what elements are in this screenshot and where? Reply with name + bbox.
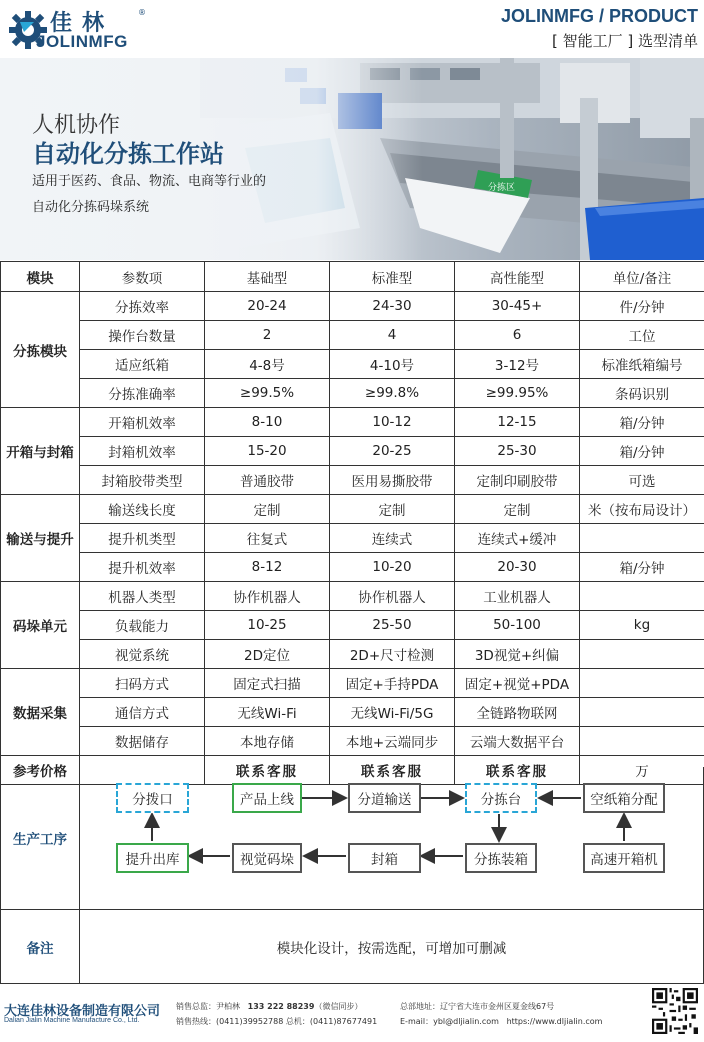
registered-mark: ® <box>138 8 146 17</box>
table-row <box>1 640 704 669</box>
param-cell: 数据储存 <box>80 727 205 756</box>
unit-cell: kg <box>580 611 704 640</box>
value-cell: 20-25 <box>330 437 455 466</box>
param-cell: 通信方式 <box>80 698 205 727</box>
unit-cell: 件/分钟 <box>580 292 704 321</box>
param-cell: 封箱机效率 <box>80 437 205 466</box>
unit-cell <box>580 582 704 611</box>
email-label: E-mail： <box>400 1017 434 1026</box>
param-cell: 分拣准确率 <box>80 379 205 408</box>
value-cell: 3D视觉+纠偏 <box>455 640 580 669</box>
value-cell: 4-10号 <box>330 350 455 379</box>
header-cell-module: 模块 <box>1 262 80 292</box>
value-cell: 4 <box>330 321 455 350</box>
value-cell: ≥99.95% <box>455 379 580 408</box>
value-cell: 30-45+ <box>455 292 580 321</box>
unit-cell: 米（按布局设计） <box>580 495 704 524</box>
website-link[interactable]: https://www.dljialin.com <box>506 1017 603 1026</box>
param-cell: 适应纸箱 <box>80 350 205 379</box>
value-cell: 医用易撕胶带 <box>330 466 455 495</box>
table-row <box>1 495 704 524</box>
footer-hotline <box>176 1016 377 1027</box>
param-cell: 操作台数量 <box>80 321 205 350</box>
value-cell: 25-30 <box>455 437 580 466</box>
value-cell: 连续式+缓冲 <box>455 524 580 553</box>
value-cell: ≥99.5% <box>205 379 330 408</box>
value-cell: 8-12 <box>205 553 330 582</box>
value-cell: 50-100 <box>455 611 580 640</box>
table-row <box>1 524 704 553</box>
module-cell: 码垛单元 <box>1 582 80 669</box>
contact-service-cell[interactable]: 联系客服 <box>330 756 455 785</box>
value-cell: 定制印刷胶带 <box>455 466 580 495</box>
value-cell: 25-50 <box>330 611 455 640</box>
spec-table-body <box>1 262 704 785</box>
page-header <box>0 0 704 58</box>
unit-cell <box>580 669 704 698</box>
spec-table <box>0 261 704 785</box>
value-cell: 12-15 <box>455 408 580 437</box>
value-cell: 无线Wi-Fi/5G <box>330 698 455 727</box>
hero-description-line1: 适用于医药、食品、物流、电商等行业的 <box>32 174 267 189</box>
value-cell: 24-30 <box>330 292 455 321</box>
brand-title: JOLINMFG / PRODUCT <box>501 6 698 26</box>
step-fenjianzhuangxiang: 分拣装箱 <box>465 843 537 873</box>
footer-address <box>400 1001 554 1012</box>
page-footer <box>0 984 704 1042</box>
value-cell: 固定+视觉+PDA <box>455 669 580 698</box>
table-header-row <box>1 262 704 292</box>
param-cell: 视觉系统 <box>80 640 205 669</box>
footer-contact-links <box>400 1016 602 1027</box>
value-cell: 连续式 <box>330 524 455 553</box>
hero-description-line2: 自动化分拣码垛系统 <box>32 200 150 215</box>
value-cell: 10-20 <box>330 553 455 582</box>
module-cell: 分拣模块 <box>1 292 80 408</box>
module-cell: 输送与提升 <box>1 495 80 582</box>
header-cell-basic: 基础型 <box>205 262 330 292</box>
value-cell: 往复式 <box>205 524 330 553</box>
hero-banner <box>0 58 704 260</box>
table-row <box>1 437 704 466</box>
sales-phone-note: （微信同步） <box>314 1002 363 1011</box>
table-row <box>1 408 704 437</box>
value-cell: 20-30 <box>455 553 580 582</box>
notes-label: 备注 <box>1 910 80 983</box>
value-cell: 全链路物联网 <box>455 698 580 727</box>
step-shijue: 视觉码垛 <box>232 843 302 873</box>
contact-service-cell[interactable]: 联系客服 <box>205 756 330 785</box>
contact-service-cell[interactable]: 联系客服 <box>455 756 580 785</box>
value-cell: 20-24 <box>205 292 330 321</box>
qr-code-icon[interactable] <box>652 988 698 1034</box>
value-cell: 定制 <box>455 495 580 524</box>
value-cell: 6 <box>455 321 580 350</box>
param-cell: 开箱机效率 <box>80 408 205 437</box>
step-fengxiang: 封箱 <box>348 843 421 873</box>
step-kaixiang: 高速开箱机 <box>583 843 665 873</box>
value-cell: 定制 <box>205 495 330 524</box>
table-row <box>1 669 704 698</box>
notes-text: 模块化设计，按需选配，可增加可删减 <box>276 940 507 957</box>
param-cell: 分拣效率 <box>80 292 205 321</box>
table-row <box>1 292 704 321</box>
logo-english-name: JOLINMFG <box>36 32 128 51</box>
unit-cell <box>580 524 704 553</box>
step-fenjiantai: 分拣台 <box>465 783 537 813</box>
table-row <box>1 698 704 727</box>
value-cell: 协作机器人 <box>205 582 330 611</box>
value-cell: 8-10 <box>205 408 330 437</box>
hero-tagline: 人机协作 <box>32 113 121 138</box>
header-cell-unit: 单位/备注 <box>580 262 704 292</box>
value-cell: 固定+手持PDA <box>330 669 455 698</box>
step-kongzhixiang: 空纸箱分配 <box>583 783 665 813</box>
unit-cell: 工位 <box>580 321 704 350</box>
table-row <box>1 553 704 582</box>
value-cell: 本地+云端同步 <box>330 727 455 756</box>
unit-cell <box>580 698 704 727</box>
value-cell: 15-20 <box>205 437 330 466</box>
unit-cell: 箱/分钟 <box>580 553 704 582</box>
value-cell: 固定式扫描 <box>205 669 330 698</box>
process-label: 生产工序 <box>1 767 80 909</box>
footer-sales-manager <box>176 1001 362 1012</box>
unit-cell <box>580 727 704 756</box>
table-row <box>1 466 704 495</box>
unit-cell: 条码识别 <box>580 379 704 408</box>
table-row <box>1 350 704 379</box>
value-cell: 10-12 <box>330 408 455 437</box>
step-tisheng: 提升出库 <box>116 843 189 873</box>
param-cell: 封箱胶带类型 <box>80 466 205 495</box>
sales-manager-name: 尹柏林 <box>216 1002 240 1011</box>
param-cell: 机器人类型 <box>80 582 205 611</box>
hero-title: 自动化分拣工作站 <box>32 140 224 168</box>
table-row <box>1 379 704 408</box>
table-row <box>1 611 704 640</box>
address-label: 总部地址： <box>400 1002 440 1011</box>
value-cell: 本地存储 <box>205 727 330 756</box>
sales-phone[interactable]: 133 222 88239 <box>247 1002 315 1011</box>
value-cell: 4-8号 <box>205 350 330 379</box>
footer-company-en: Dalian Jialin Machine Manufacture Co., Ltd. <box>4 1017 140 1024</box>
param-cell: 提升机类型 <box>80 524 205 553</box>
value-cell: 2D+尺寸检测 <box>330 640 455 669</box>
unit-cell <box>580 640 704 669</box>
price-module-cell: 参考价格 <box>1 756 80 785</box>
table-row <box>1 727 704 756</box>
value-cell: ≥99.8% <box>330 379 455 408</box>
logo-chinese-name: 佳林 <box>50 11 115 36</box>
value-cell: 2D定位 <box>205 640 330 669</box>
value-cell: 3-12号 <box>455 350 580 379</box>
value-cell: 10-25 <box>205 611 330 640</box>
email-link[interactable]: ybl@dljialin.com <box>433 1017 499 1026</box>
header-cell-high: 高性能型 <box>455 262 580 292</box>
brand-subtitle: [ 智能工厂 ] 选型清单 <box>551 32 698 50</box>
value-cell: 普通胶带 <box>205 466 330 495</box>
value-cell: 工业机器人 <box>455 582 580 611</box>
header-cell-param: 参数项 <box>80 262 205 292</box>
unit-cell: 标准纸箱编号 <box>580 350 704 379</box>
unit-cell: 可选 <box>580 466 704 495</box>
price-unit-cell: 万 <box>580 756 704 785</box>
unit-cell: 箱/分钟 <box>580 437 704 466</box>
step-fendao: 分道输送 <box>348 783 421 813</box>
param-cell: 扫码方式 <box>80 669 205 698</box>
table-row <box>1 582 704 611</box>
param-cell: 负载能力 <box>80 611 205 640</box>
value-cell: 协作机器人 <box>330 582 455 611</box>
module-cell: 数据采集 <box>1 669 80 756</box>
table-row <box>1 321 704 350</box>
hotline-number[interactable]: (0411)39952788 总机：(0411)87677491 <box>216 1017 378 1026</box>
value-cell: 定制 <box>330 495 455 524</box>
step-chanpin: 产品上线 <box>232 783 302 813</box>
value-cell: 2 <box>205 321 330 350</box>
param-cell: 提升机效率 <box>80 553 205 582</box>
process-section <box>0 767 704 910</box>
sales-manager-label: 销售总监： <box>176 1002 216 1011</box>
company-logo <box>6 6 156 52</box>
brand-block <box>501 6 698 51</box>
header-cell-standard: 标准型 <box>330 262 455 292</box>
unit-cell: 箱/分钟 <box>580 408 704 437</box>
notes-section <box>0 910 704 984</box>
value-cell: 云端大数据平台 <box>455 727 580 756</box>
module-cell: 开箱与封箱 <box>1 408 80 495</box>
step-fenbokou: 分拨口 <box>116 783 189 813</box>
footer-company-cn: 大连佳林设备制造有限公司 <box>4 1004 161 1019</box>
address-text: 辽宁省大连市金州区夏金线67号 <box>440 1002 555 1011</box>
param-cell: 输送线长度 <box>80 495 205 524</box>
value-cell: 无线Wi-Fi <box>205 698 330 727</box>
hotline-label: 销售热线： <box>176 1017 216 1026</box>
